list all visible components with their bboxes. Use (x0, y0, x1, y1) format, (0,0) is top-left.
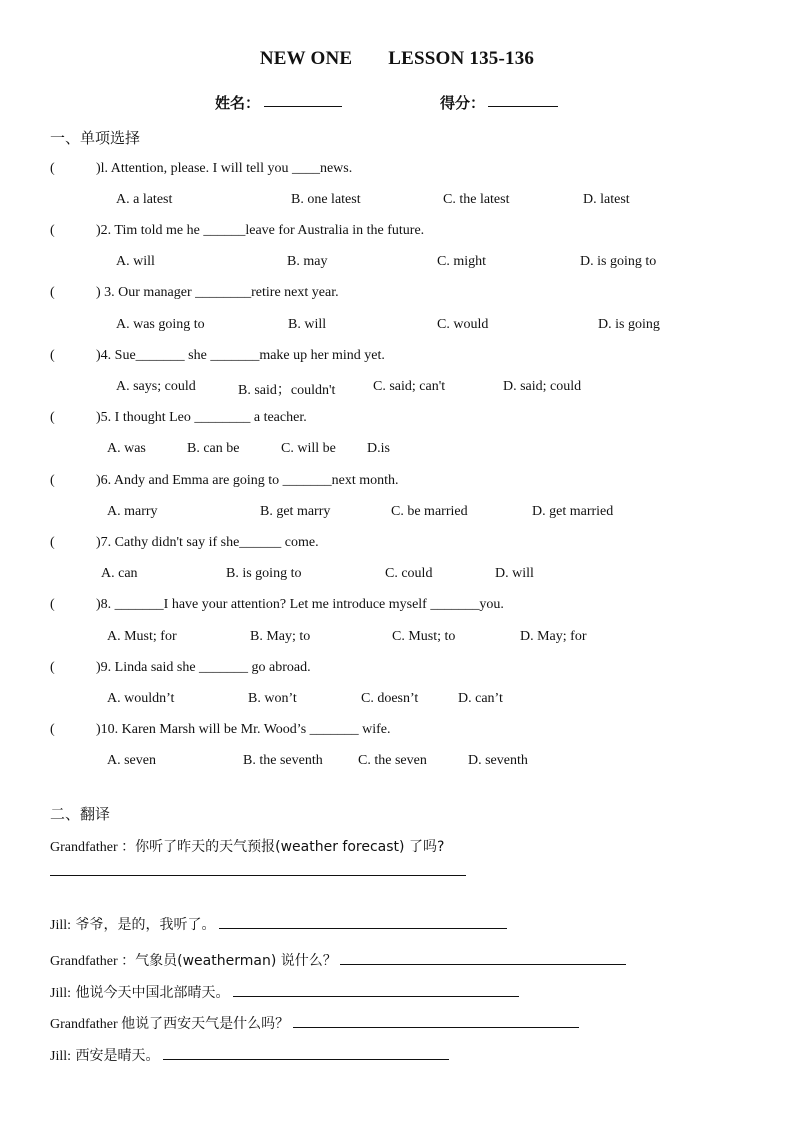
question-text: )6. Andy and Emma are going to _______next month. (96, 473, 399, 488)
answer-line-2[interactable] (219, 916, 507, 929)
answer-line-6[interactable] (163, 1047, 449, 1060)
option-a[interactable]: A. was going to (116, 317, 205, 332)
option-c[interactable]: C. will be (281, 441, 336, 456)
question-2 (50, 223, 424, 239)
option-c[interactable]: C. said; can't (373, 379, 446, 394)
question-text: )2. Tim told me he ______leave for Australia in the future. (96, 223, 425, 238)
prompt-text: 爷爷，是的，我听了。 (71, 917, 216, 933)
question-text: )7. Cathy didn't say if she______ come. (96, 535, 319, 550)
section-heading-choice: 一、单项选择 (50, 129, 141, 147)
option-c[interactable]: C. be married (391, 504, 468, 519)
option-d[interactable]: D. will (495, 566, 534, 581)
answer-line-1[interactable] (50, 875, 466, 876)
option-d[interactable]: D. May; for (520, 629, 587, 644)
answer-paren[interactable]: ( (50, 410, 55, 425)
answer-paren[interactable]: ( (50, 223, 55, 238)
speaker: Jill: (50, 918, 72, 933)
answer-paren[interactable]: ( (50, 473, 55, 488)
answer-line-4[interactable] (233, 984, 519, 997)
answer-paren[interactable]: ( (50, 348, 55, 363)
question-text: )4. Sue_______ she _______make up her mind yet. (96, 348, 385, 363)
option-b[interactable]: B. may (287, 254, 328, 269)
option-a[interactable]: A. says; could (116, 379, 196, 394)
question-10 (50, 722, 391, 738)
option-c[interactable]: C. could (385, 566, 433, 581)
option-a[interactable]: A. can (101, 566, 138, 581)
option-a[interactable]: A. marry (107, 504, 158, 519)
score-field[interactable] (488, 92, 558, 107)
option-b[interactable]: B. get marry (260, 504, 331, 519)
answer-paren[interactable]: ( (50, 535, 55, 550)
question-5 (50, 410, 307, 426)
answer-paren[interactable]: ( (50, 597, 55, 612)
speaker: Grandfather ： (50, 840, 136, 855)
title-course: NEW ONE (259, 48, 353, 69)
prompt-text: 他说了西安天气是什么吗？ (121, 1016, 290, 1032)
prompt-text: 你听了昨天的天气预报(weather forecast) 了吗? (135, 839, 445, 855)
question-text: )10. Karen Marsh will be Mr. Wood’s _______ wife. (96, 722, 391, 737)
section-heading-translation: 二、翻译 (50, 805, 111, 823)
translation-line-1 (50, 836, 444, 856)
translation-line-2 (50, 914, 507, 934)
option-d[interactable]: D. is going to (580, 254, 657, 269)
prompt-text: 西安是晴天。 (71, 1048, 160, 1064)
answer-paren[interactable]: ( (50, 660, 55, 675)
option-b[interactable]: B. the seventh (243, 753, 323, 768)
answer-paren[interactable]: ( (50, 722, 55, 737)
name-label: 姓名： (215, 96, 261, 112)
score-label: 得分： (440, 96, 486, 112)
translation-line-6 (50, 1045, 449, 1065)
option-c[interactable]: C. would (437, 317, 489, 332)
question-text: )8. _______I have your attention? Let me introduce myself _______you. (96, 597, 504, 612)
speaker: Grandfather (50, 1017, 122, 1032)
option-b[interactable]: B. one latest (291, 192, 361, 207)
option-d[interactable]: D. seventh (468, 753, 528, 768)
answer-paren[interactable]: ( (50, 161, 55, 176)
question-1 (50, 161, 352, 177)
answer-paren[interactable]: ( (50, 285, 55, 300)
translation-line-5 (50, 1013, 579, 1033)
option-a[interactable]: A. will (116, 254, 155, 269)
option-a[interactable]: A. Must; for (107, 629, 177, 644)
option-a[interactable]: A. a latest (116, 192, 173, 207)
question-text: ) 3. Our manager ________retire next year. (96, 285, 339, 300)
question-text: )9. Linda said she _______ go abroad. (96, 660, 311, 675)
option-d[interactable]: D. is going (598, 317, 660, 332)
translation-line-3 (50, 950, 626, 970)
question-7 (50, 535, 319, 551)
translation-line-4 (50, 982, 519, 1002)
question-text: )5. I thought Leo ________ a teacher. (96, 410, 307, 425)
option-b[interactable]: B. will (288, 317, 327, 332)
prompt-text: 气象员(weatherman) 说什么？ (135, 953, 337, 969)
option-c[interactable]: C. the latest (443, 192, 510, 207)
option-a[interactable]: A. was (107, 441, 146, 456)
option-c[interactable]: C. Must; to (392, 629, 456, 644)
prompt-text: 他说今天中国北部晴天。 (71, 985, 230, 1001)
answer-line-3[interactable] (340, 952, 626, 965)
option-c[interactable]: C. might (437, 254, 487, 269)
option-b[interactable]: B. is going to (226, 566, 302, 581)
option-c[interactable]: C. doesn’t (361, 691, 419, 706)
title-lesson: LESSON 135-136 (388, 48, 535, 69)
question-6 (50, 473, 399, 489)
answer-line-5[interactable] (293, 1015, 579, 1028)
option-d[interactable]: D. can’t (458, 691, 503, 706)
question-4 (50, 348, 385, 364)
option-c[interactable]: C. the seven (358, 753, 427, 768)
question-8 (50, 597, 504, 613)
option-b[interactable]: B. can be (187, 441, 240, 456)
option-d[interactable]: D. get married (532, 504, 614, 519)
option-b[interactable]: B. said；couldn't (238, 383, 336, 398)
option-b[interactable]: B. won’t (248, 691, 297, 706)
question-text: )l. Attention, please. I will tell you ____news. (96, 161, 353, 176)
option-a[interactable]: A. seven (107, 753, 156, 768)
question-9 (50, 660, 311, 676)
speaker: Grandfather ： (50, 954, 136, 969)
option-a[interactable]: A. wouldn’t (107, 691, 175, 706)
option-d[interactable]: D. latest (583, 192, 630, 207)
option-d[interactable]: D. said; could (503, 379, 582, 394)
speaker: Jill: (50, 1049, 72, 1064)
page-title (0, 48, 794, 70)
option-d[interactable]: D.is (367, 441, 390, 456)
speaker: Jill: (50, 986, 72, 1001)
option-b[interactable]: B. May; to (250, 629, 311, 644)
name-field[interactable] (264, 92, 342, 107)
question-3 (50, 285, 339, 301)
